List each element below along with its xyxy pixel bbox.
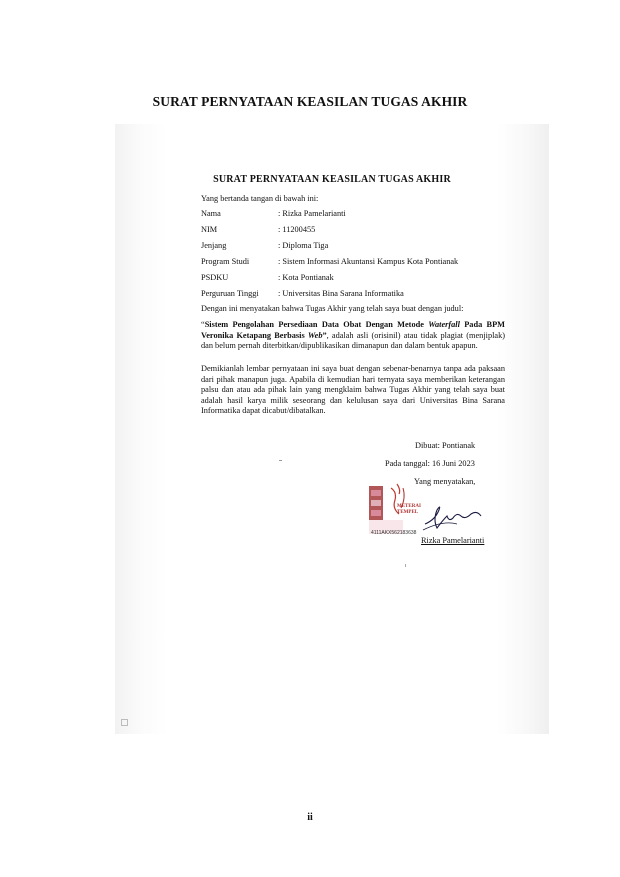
signatory-name: Rizka Pamelarianti	[421, 536, 485, 545]
scan-speck	[279, 460, 282, 461]
stamp-label	[397, 504, 421, 516]
stated-by: Yang menyatakan,	[414, 477, 476, 486]
thesis-title-italic-a: Waterfall	[428, 320, 460, 329]
quote-close: ”	[322, 330, 327, 340]
quote-open: “	[201, 320, 205, 329]
made-at: Dibuat: Pontianak	[415, 441, 476, 450]
statement-line: Dengan ini menyatakan bahwa Tugas Akhir yang telah saya buat dengan judul:	[201, 304, 464, 313]
field-value-psdku: : Kota Pontianak	[278, 273, 334, 282]
thesis-title-part-b: Pada BPM Veronika Ketapang Berbasis	[201, 320, 505, 340]
field-value-nim: : 11200455	[278, 225, 316, 234]
field-label-nama: Nama	[201, 209, 221, 218]
field-label-perguruan-tinggi: Perguruan Tinggi	[201, 289, 259, 298]
stamp-code: 4111AKX562183638	[371, 530, 417, 536]
scanned-statement-letter	[115, 124, 549, 734]
field-label-program-studi: Program Studi	[201, 257, 250, 266]
stamp-label-line-1: METERAI	[397, 504, 421, 509]
scanner-logo-icon	[121, 719, 128, 726]
thesis-title-italic-b: Web	[307, 330, 323, 340]
signature-date: Pada tanggal: 16 Juni 2023	[385, 459, 475, 468]
field-label-nim: NIM	[201, 225, 218, 234]
intro-line: Yang bertanda tangan di bawah ini:	[201, 194, 319, 203]
stamp-label-line-2: TEMPEL	[397, 510, 419, 515]
originality-statement: , adalah asli (orisinil) atau tidak plagiat (menjiplak) dan belum pernah diterbitkan/dipublikasikan dimanapun dan dalam bentuk apapun.	[201, 330, 505, 350]
field-value-program-studi: : Sistem Informasi Akuntansi Kampus Kota Pontianak	[278, 257, 459, 266]
thesis-title-paragraph	[201, 320, 505, 352]
page-number: ii	[307, 812, 313, 823]
field-label-psdku: PSDKU	[201, 273, 229, 282]
thesis-title-part-a: Sistem Pengolahan Persediaan Data Obat Dengan Metode	[204, 320, 429, 329]
field-value-nama: : Rizka Pamelarianti	[278, 209, 346, 218]
closing-paragraph: Demikianlah lembar pernyataan ini saya buat dengan sebenar-benarnya tanpa ada paksaan dari pihak manapun juga. Apabila di kemudian hari ternyata saya memberikan keterangan palsu dan atau ada pihak lain yang mengklaim bahwa Tugas Akhir yang telah saya buat adalah hasil karya milik seseorang dan kelulusan saya dari Universitas Bina Sarana Informatika dapat dicabut/dibatalkan.	[201, 364, 505, 415]
scan-speck	[405, 564, 406, 567]
letter-title: SURAT PERNYATAAN KEASILAN TUGAS AKHIR	[213, 174, 451, 185]
field-value-perguruan-tinggi: : Universitas Bina Sarana Informatika	[278, 289, 404, 298]
field-value-jenjang: : Diploma Tiga	[278, 241, 329, 250]
page-heading: SURAT PERNYATAAN KEASILAN TUGAS AKHIR	[152, 94, 468, 109]
field-label-jenjang: Jenjang	[201, 241, 227, 250]
scanner-watermark	[121, 719, 128, 726]
